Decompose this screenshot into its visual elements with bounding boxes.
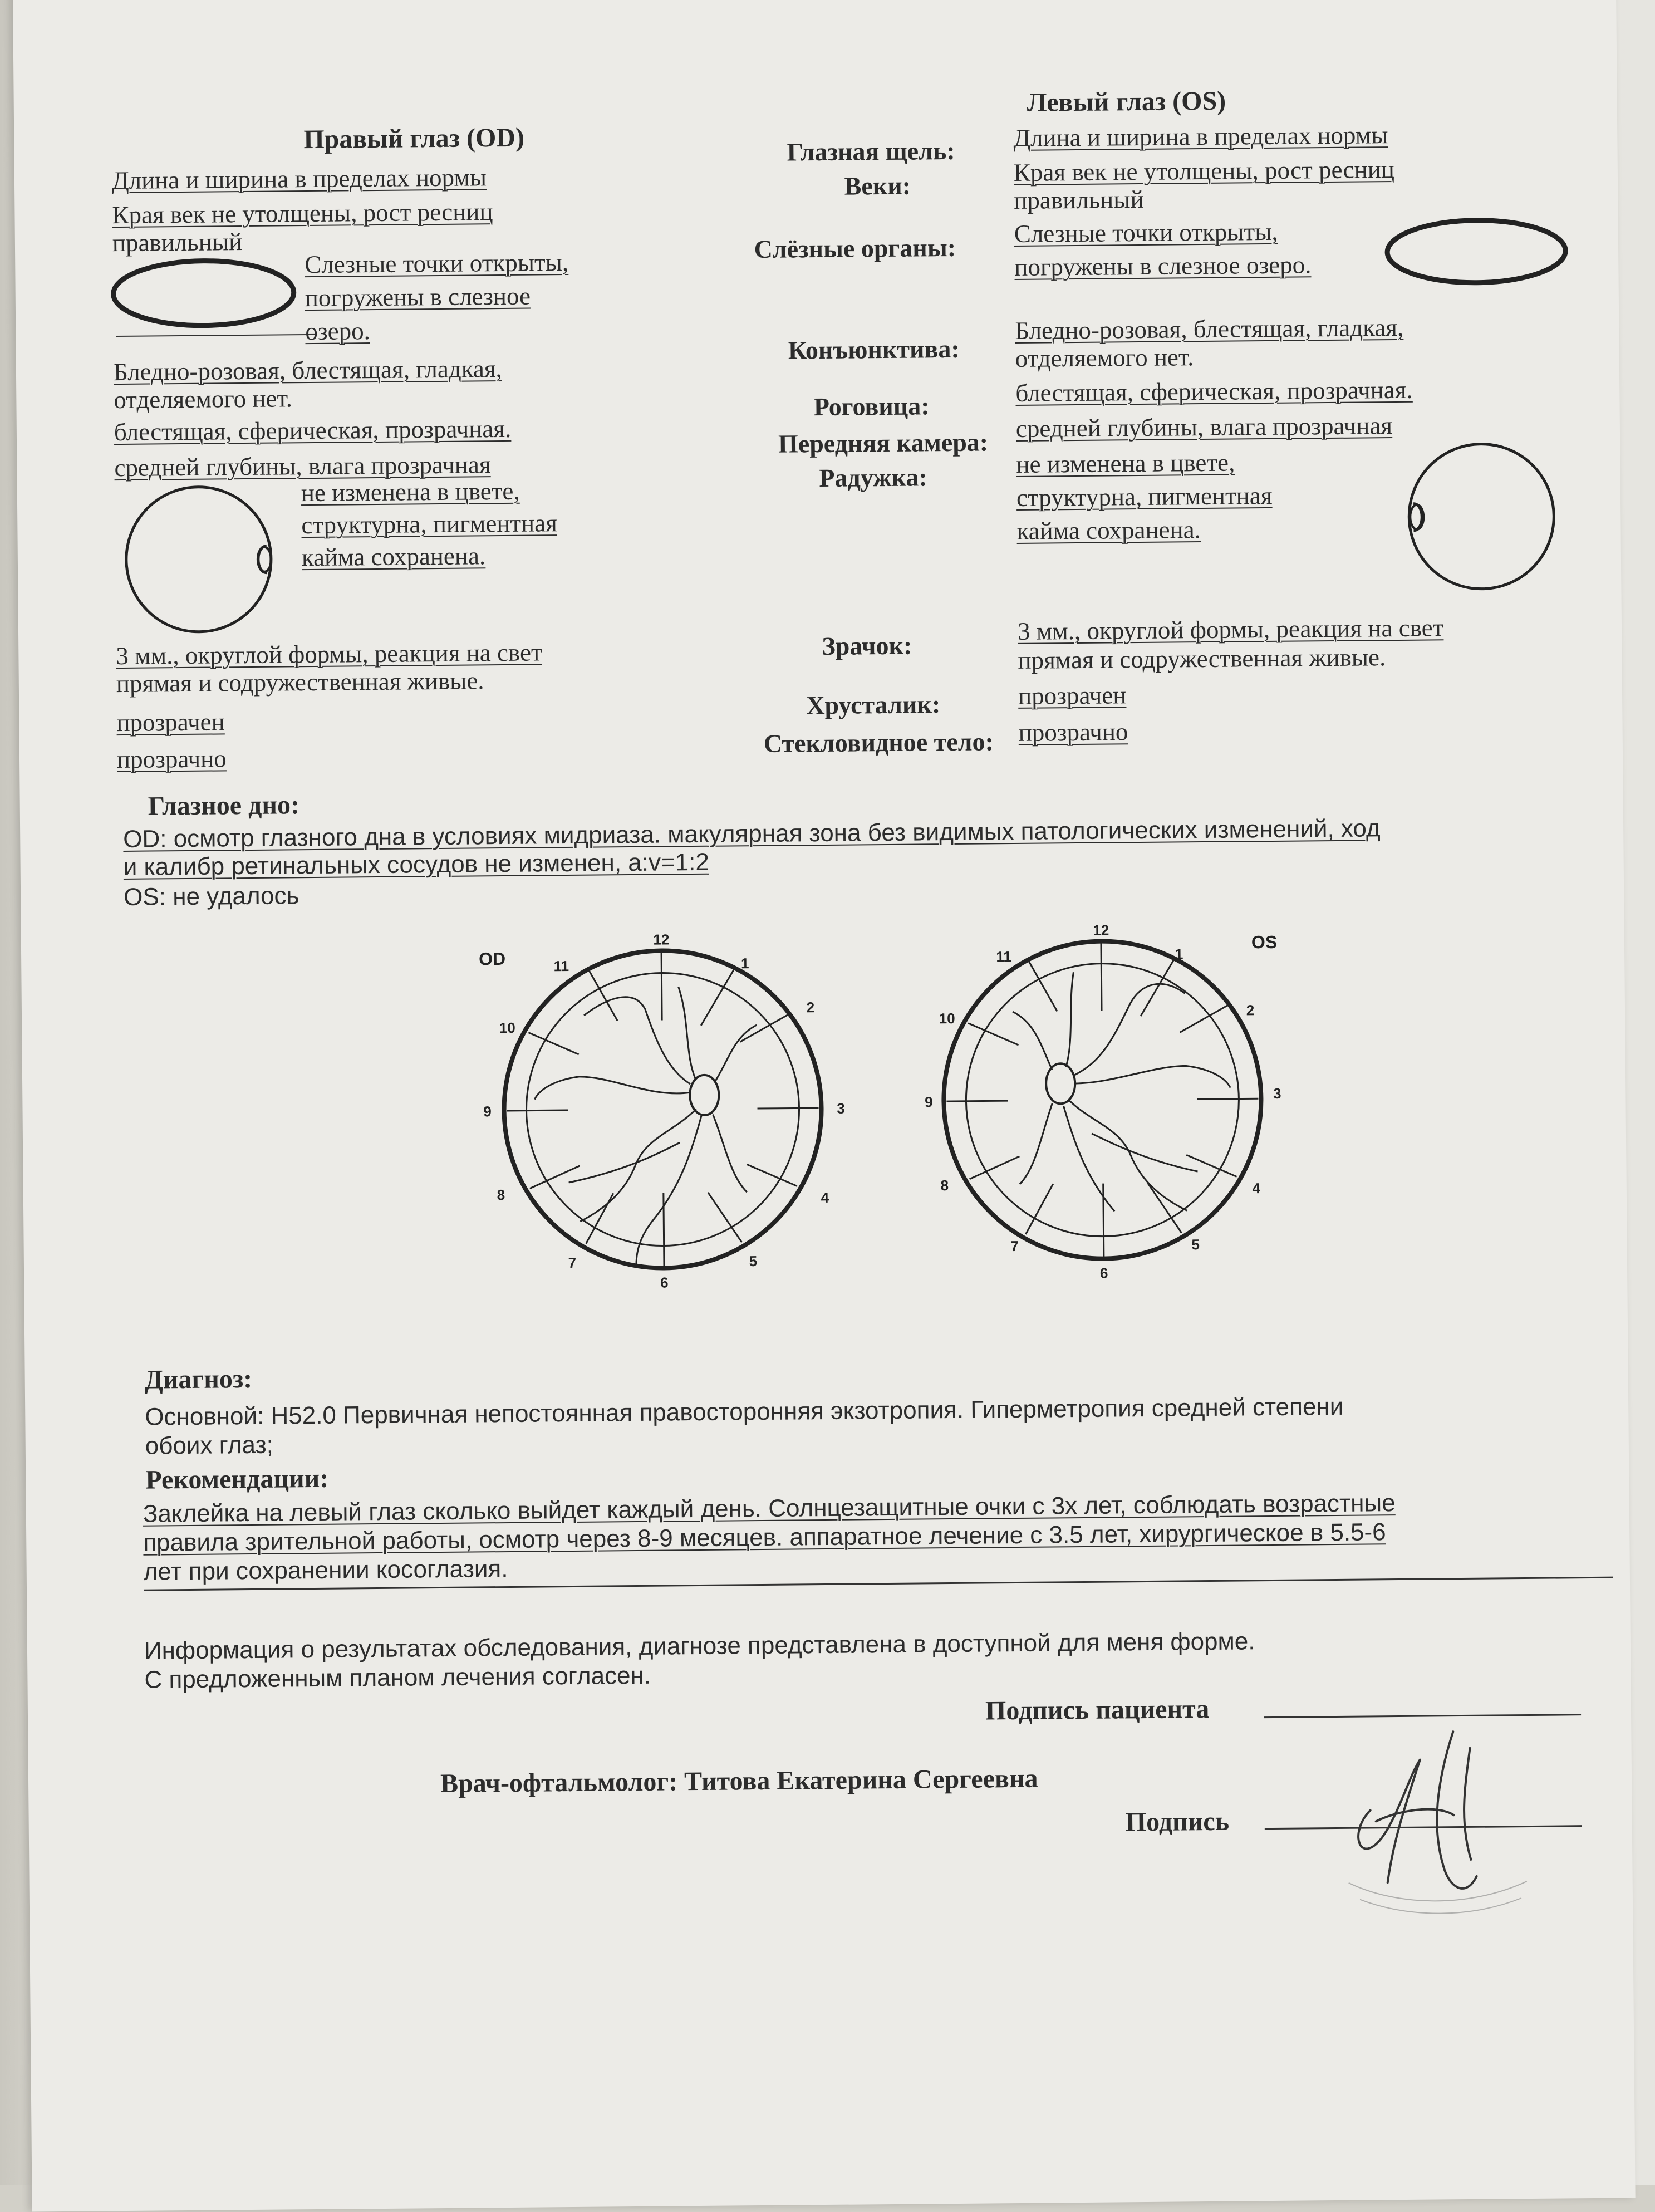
right-eye-slit: Длина и ширина в пределах нормы xyxy=(111,163,487,195)
od-clock-9: 9 xyxy=(483,1103,492,1120)
os-clock-11: 11 xyxy=(996,948,1012,965)
left-eye-iris-2: структурна, пигментная xyxy=(1016,481,1273,512)
label-anterior-chamber: Передняя камера: xyxy=(778,428,989,458)
right-eye-lacrimal-2: погружены в слезное xyxy=(305,282,531,312)
right-eye-conjunctiva-2: отделяемого нет. xyxy=(114,384,293,414)
od-diagram-label: OD xyxy=(479,948,506,969)
od-clock-2: 2 xyxy=(806,999,815,1016)
left-eye-conjunctiva-2: отделяемого нет. xyxy=(1015,343,1194,372)
consent-line-2: С предложенным планом лечения согласен. xyxy=(144,1661,651,1694)
right-eye-lacrimal-3: озеро. xyxy=(305,317,371,346)
left-lacrimal-icon xyxy=(1384,216,1574,296)
label-lens: Хрусталик: xyxy=(806,690,941,720)
right-lacrimal-icon xyxy=(104,258,316,343)
left-eye-pupil-1: 3 мм., округлой формы, реакция на свет xyxy=(1017,614,1444,645)
label-cornea: Роговица: xyxy=(813,391,930,421)
os-clock-1: 1 xyxy=(1175,945,1183,963)
right-eye-iris-1: не изменена в цвете, xyxy=(301,477,520,507)
od-clock-8: 8 xyxy=(497,1186,505,1204)
od-clock-6: 6 xyxy=(660,1274,669,1291)
od-fundus-diagram xyxy=(466,929,870,1291)
recommendations-line-2: правила зрительной работы, осмотр через 8-9 месяцев. аппаратное лечение с 3.5 лет, хирургическое в 5.5-6 xyxy=(143,1518,1386,1557)
right-eye-vitreous: прозрачно xyxy=(116,744,227,774)
right-eyeball-icon xyxy=(109,483,311,641)
os-clock-9: 9 xyxy=(925,1093,933,1111)
label-lids: Веки: xyxy=(844,171,911,200)
document-sheet xyxy=(13,0,1636,2211)
od-clock-11: 11 xyxy=(553,957,569,975)
label-conjunctiva: Конъюнктива: xyxy=(788,334,960,365)
os-diagram-label: OS xyxy=(1251,931,1278,953)
right-eye-lids-1: Края век не утолщены, рост ресниц xyxy=(112,198,493,229)
od-clock-1: 1 xyxy=(740,955,749,972)
os-clock-12: 12 xyxy=(1093,921,1109,939)
os-clock-8: 8 xyxy=(940,1177,949,1194)
od-clock-10: 10 xyxy=(499,1019,515,1037)
od-clock-4: 4 xyxy=(821,1189,829,1206)
recommendations-heading: Рекомендации: xyxy=(145,1463,329,1495)
diagnosis-main-2: обоих глаз; xyxy=(145,1431,274,1460)
right-eye-iris-3: кайма сохранена. xyxy=(301,542,486,572)
fundus-os-text: OS: не удалось xyxy=(123,882,299,911)
left-eye-title: Левый глаз (OS) xyxy=(1027,86,1226,117)
os-fundus-diagram xyxy=(906,914,1310,1282)
diagnosis-heading: Диагноз: xyxy=(144,1364,253,1395)
left-eye-anterior-chamber: средней глубины, влага прозрачная xyxy=(1015,411,1393,443)
label-iris: Радужка: xyxy=(819,463,927,493)
left-eye-iris-3: кайма сохранена. xyxy=(1016,516,1201,545)
signature-label: Подпись xyxy=(1125,1806,1230,1837)
label-vitreous: Стекловидное тело: xyxy=(763,727,994,758)
diagnosis-main-1: Основной: H52.0 Первичная непостоянная правосторонняя экзотропия. Гиперметропия средней степени xyxy=(145,1392,1344,1431)
right-eye-iris-2: структурна, пигментная xyxy=(301,509,558,539)
left-eye-lens: прозрачен xyxy=(1018,681,1127,710)
os-clock-6: 6 xyxy=(1099,1264,1108,1282)
od-clock-3: 3 xyxy=(837,1100,845,1117)
left-eye-iris-1: не изменена в цвете, xyxy=(1016,448,1235,478)
os-clock-3: 3 xyxy=(1273,1085,1281,1102)
os-clock-4: 4 xyxy=(1252,1180,1261,1197)
left-eye-lacrimal-1: Слезные точки открыты, xyxy=(1014,217,1278,248)
od-clock-12: 12 xyxy=(653,931,670,948)
right-eye-lids-2: правильный xyxy=(112,228,243,257)
left-eye-vitreous: прозрачно xyxy=(1018,718,1128,747)
right-eye-conjunctiva-1: Бледно-розовая, блестящая, гладкая, xyxy=(113,354,503,386)
right-eye-title: Правый глаз (OD) xyxy=(303,122,525,155)
os-clock-2: 2 xyxy=(1246,1002,1255,1019)
left-eye-conjunctiva-1: Бледно-розовая, блестящая, гладкая, xyxy=(1015,313,1404,345)
right-eye-lacrimal-1: Слезные точки открыты, xyxy=(305,248,569,279)
left-eye-pupil-2: прямая и содружественная живые. xyxy=(1018,643,1386,674)
od-clock-5: 5 xyxy=(749,1253,758,1270)
consent-line-1: Информация о результатах обследования, диагнозе представлена в доступной для меня форме. xyxy=(144,1627,1255,1665)
right-eye-pupil-2: прямая и содружественная живые. xyxy=(116,666,484,698)
fundus-od-text-1: OD: осмотр глазного дна в условиях мидриаза. макулярная зона без видимых патологических изменений, ход xyxy=(123,815,1381,853)
recommendations-line-1: Заклейка на левый глаз сколько выйдет каждый день. Солнцезащитные очки с 3х лет, соблюдать возрастные xyxy=(143,1489,1396,1528)
label-eye-slit: Глазная щель: xyxy=(787,136,955,166)
left-eye-lacrimal-2: погружены в слезное озеро. xyxy=(1014,251,1312,281)
left-eye-lids-2: правильный xyxy=(1014,185,1144,214)
fundus-od-text-2: и калибр ретинальных сосудов не изменен, a:v=1:2 xyxy=(123,848,710,881)
handwritten-signature xyxy=(1325,1698,1550,1933)
fundus-heading: Глазное дно: xyxy=(148,790,300,821)
patient-signature-label: Подпись пациента xyxy=(985,1694,1210,1726)
left-eyeball-icon xyxy=(1369,439,1571,602)
left-eye-slit: Длина и ширина в пределах нормы xyxy=(1013,121,1388,152)
right-eye-anterior-chamber: средней глубины, влага прозрачная xyxy=(114,450,491,482)
label-lacrimal: Слёзные органы: xyxy=(754,233,956,264)
right-eye-cornea: блестящая, сферическая, прозрачная. xyxy=(114,414,512,447)
os-clock-7: 7 xyxy=(1010,1237,1019,1255)
label-pupil: Зрачок: xyxy=(822,631,912,661)
right-eye-pupil-1: 3 мм., округлой формы, реакция на свет xyxy=(116,638,542,670)
right-eye-lens: прозрачен xyxy=(116,708,225,737)
doctor-name: Врач-офтальмолог: Титова Екатерина Сергеевна xyxy=(440,1763,1038,1799)
od-clock-7: 7 xyxy=(568,1254,577,1272)
left-eye-lids-1: Края век не утолщены, рост ресниц xyxy=(1013,155,1395,187)
left-eye-cornea: блестящая, сферическая, прозрачная. xyxy=(1015,375,1413,407)
os-clock-5: 5 xyxy=(1191,1236,1200,1253)
recommendations-line-3: лет при сохранении косоглазия. xyxy=(143,1554,508,1586)
os-clock-10: 10 xyxy=(939,1009,955,1027)
